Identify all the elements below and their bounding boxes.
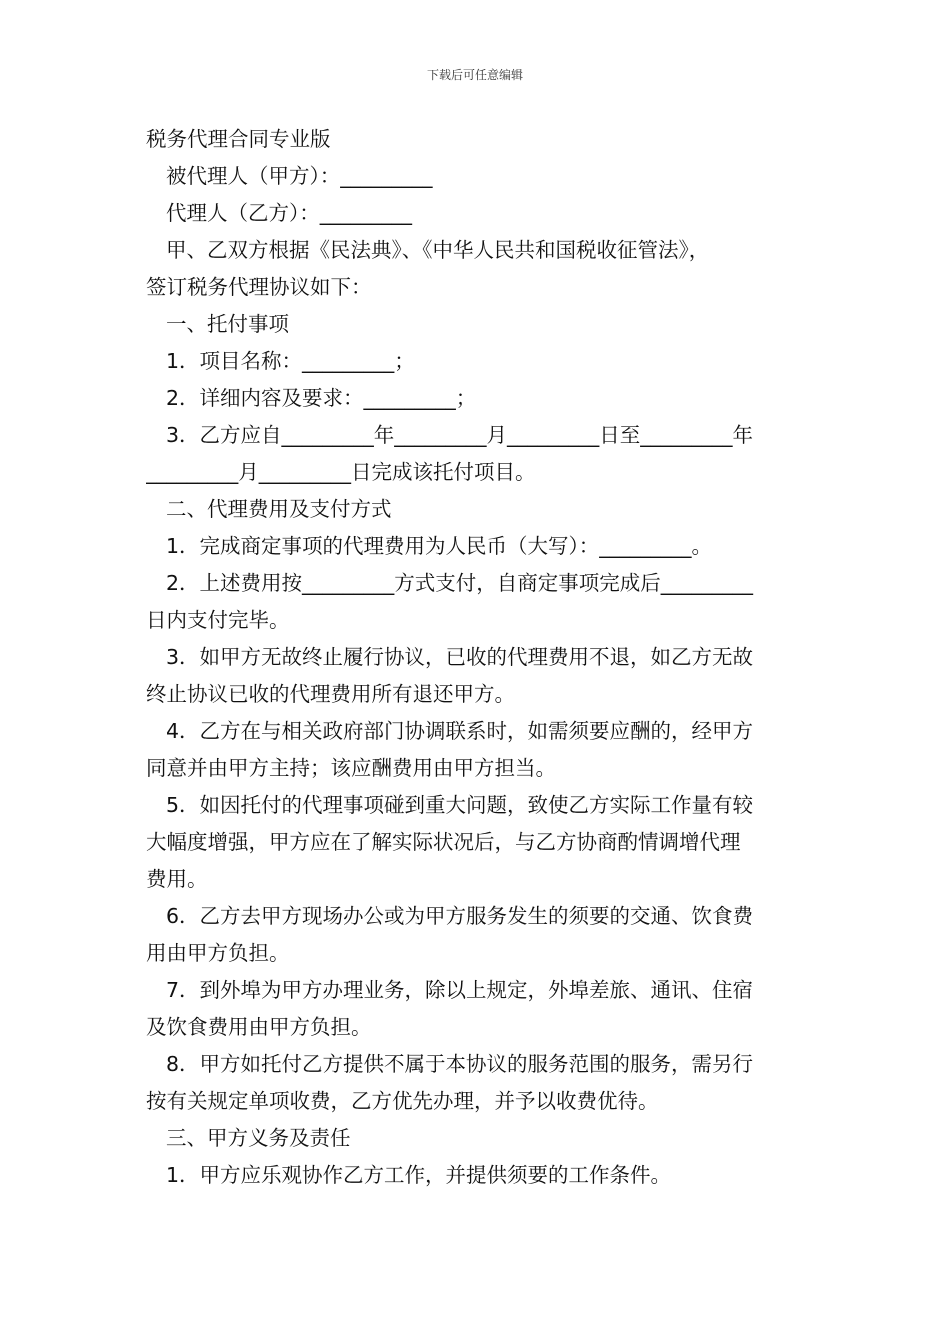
clause-line: 用由甲方负担。 [146, 941, 290, 965]
agent-party-line: 代理人（乙方）：_________ [166, 201, 412, 225]
clause-line: 1．完成商定事项的代理费用为人民币（大写）：_________。 [166, 534, 713, 558]
clause-line: 按有关规定单项收费，乙方优先办理，并予以收费优待。 [146, 1089, 659, 1113]
section-heading: 三、甲方义务及责任 [166, 1126, 351, 1150]
clause-line: 1．项目名称：_________； [166, 349, 415, 373]
clause-line: _________月_________日完成该托付项目。 [146, 460, 536, 484]
document-title: 税务代理合同专业版 [146, 127, 331, 151]
clause-line: 费用。 [146, 867, 208, 891]
clause-line: 终止协议已收的代理费用所有退还甲方。 [146, 682, 515, 706]
clause-line: 3．如甲方无故终止履行协议，已收的代理费用不退，如乙方无故 [166, 645, 754, 669]
clause-line: 3．乙方应自_________年_________月_________日至_________年 [166, 423, 754, 447]
clause-line: 及饮食费用由甲方负担。 [146, 1015, 372, 1039]
clause-line: 4．乙方在与相关政府部门协调联系时，如需须要应酬的，经甲方 [166, 719, 754, 743]
clause-line: 2．详细内容及要求：_________； [166, 386, 477, 410]
section-heading: 二、代理费用及支付方式 [166, 497, 392, 521]
intro-line: 甲、乙双方根据《民法典》、《中华人民共和国税收征管法》， [166, 238, 710, 262]
principal-party-line: 被代理人（甲方）：_________ [166, 164, 433, 188]
contract-body [146, 121, 808, 1194]
clause-line: 大幅度增强，甲方应在了解实际状况后，与乙方协商酌情调增代理 [146, 830, 741, 854]
clause-line: 2．上述费用按_________方式支付，自商定事项完成后_________ [166, 571, 754, 595]
clause-line: 5．如因托付的代理事项碰到重大问题，致使乙方实际工作量有较 [166, 793, 754, 817]
clause-line: 1．甲方应乐观协作乙方工作，并提供须要的工作条件。 [166, 1163, 672, 1187]
clause-line: 7．到外埠为甲方办理业务，除以上规定，外埠差旅、通讯、住宿 [166, 978, 754, 1002]
clause-line: 6．乙方去甲方现场办公或为甲方服务发生的须要的交通、饮食费 [166, 904, 754, 928]
clause-line: 8．甲方如托付乙方提供不属于本协议的服务范围的服务，需另行 [166, 1052, 754, 1076]
section-heading: 一、托付事项 [166, 312, 289, 336]
intro-line: 签订税务代理协议如下： [146, 275, 372, 299]
clause-line: 日内支付完毕。 [146, 608, 290, 632]
clause-line: 同意并由甲方主持；该应酬费用由甲方担当。 [146, 756, 556, 780]
header-note: 下载后可任意编辑 [426, 68, 523, 82]
